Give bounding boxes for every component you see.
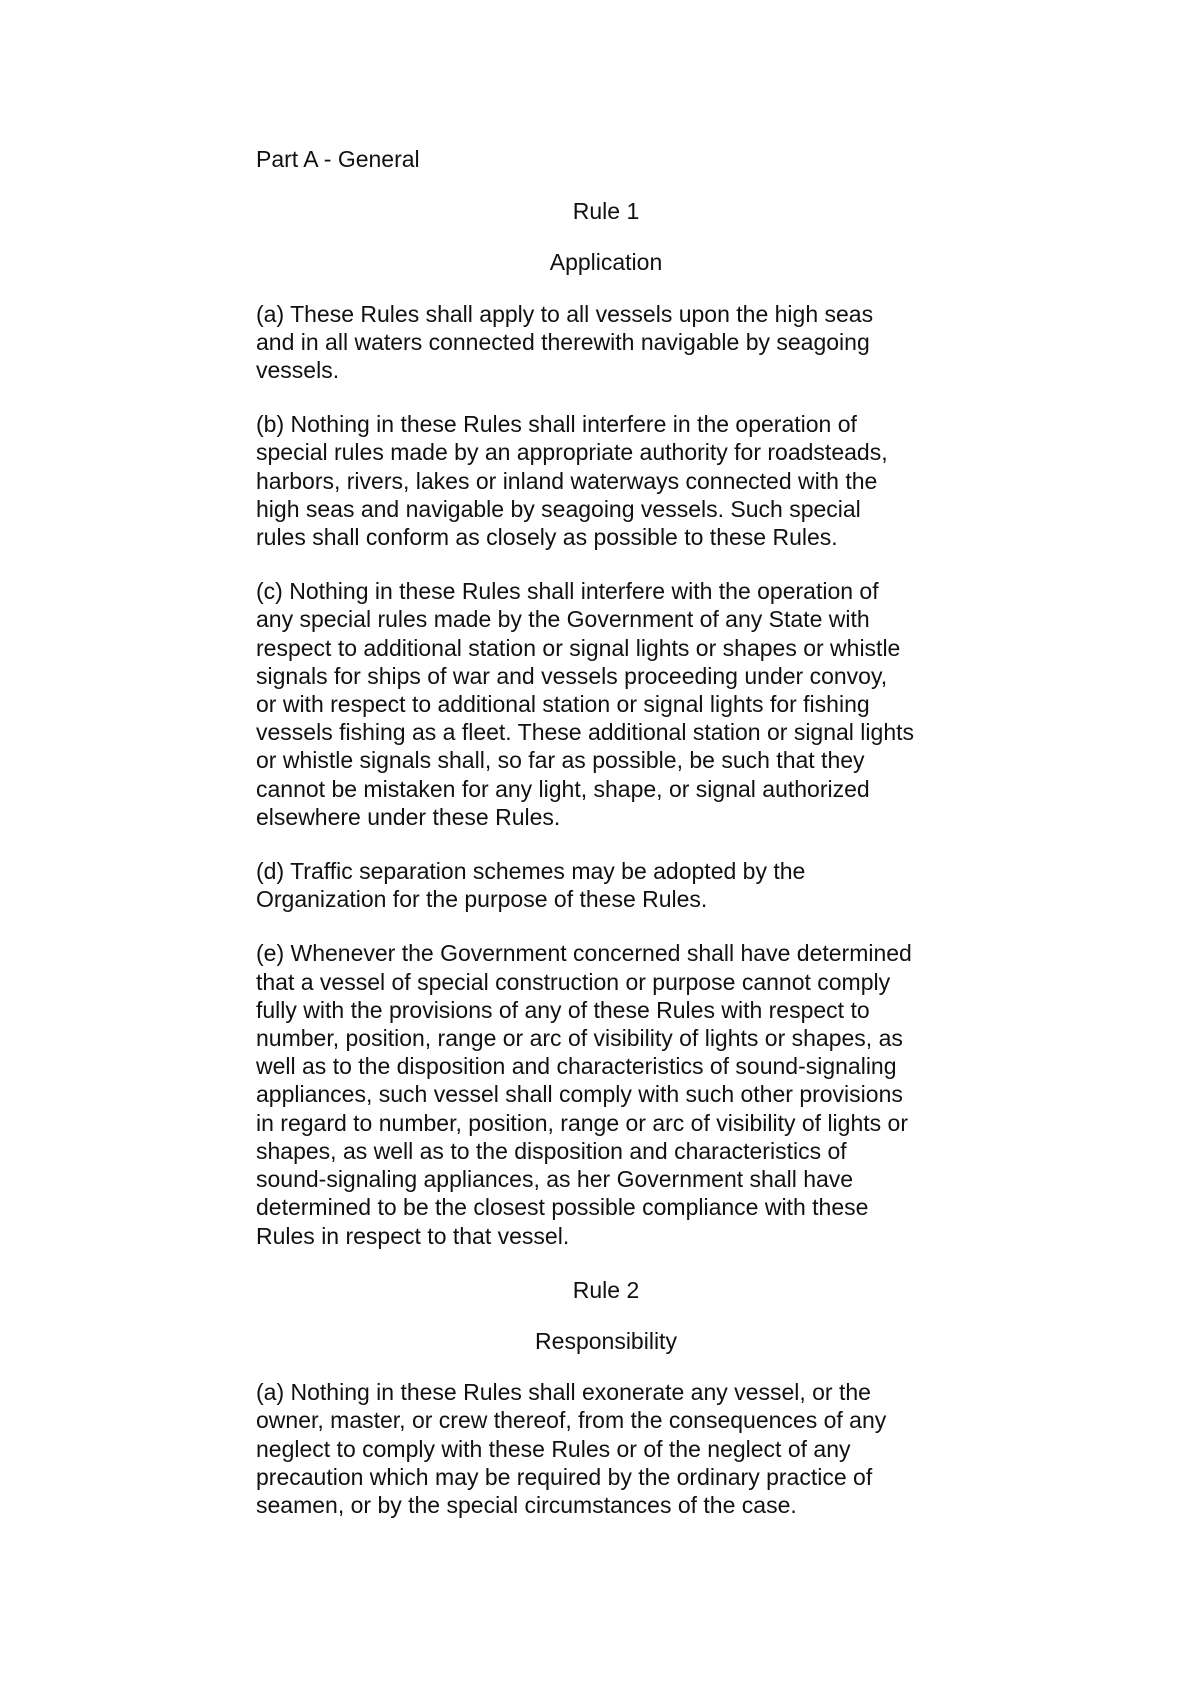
paragraph-line: vessels. [256, 357, 340, 384]
rule-section-2 [256, 1276, 956, 1519]
paragraph-line: owner, master, or crew thereof, from the consequences of any [256, 1407, 887, 1434]
paragraph-line: (e) Whenever the Government concerned shall have determined [256, 940, 912, 967]
paragraph-line: (c) Nothing in these Rules shall interfere with the operation of [256, 578, 879, 605]
paragraph-line: harbors, rivers, lakes or inland waterways connected with the [256, 467, 878, 494]
paragraph-line: (a) These Rules shall apply to all vessels upon the high seas [256, 300, 874, 327]
paragraph-line: appliances, such vessel shall comply with such other provisions [256, 1081, 903, 1108]
paragraph-line: or with respect to additional station or signal lights for fishing [256, 691, 870, 718]
paragraph-line: respect to additional station or signal lights or shapes or whistle [256, 634, 901, 661]
paragraph-line: any special rules made by the Government of any State with [256, 606, 870, 633]
paragraph-line: or whistle signals shall, so far as possible, be such that they [256, 747, 865, 774]
paragraph-line: in regard to number, position, range or arc of visibility of lights or [256, 1109, 908, 1136]
paragraph-line: cannot be mistaken for any light, shape, or signal authorized [256, 775, 870, 802]
paragraph-line: Organization for the purpose of these Rules. [256, 886, 708, 913]
paragraph-line: that a vessel of special construction or purpose cannot comply [256, 968, 891, 995]
paragraph-line: special rules made by an appropriate authority for roadsteads, [256, 439, 888, 466]
paragraph-line: shapes, as well as to the disposition and characteristics of [256, 1137, 847, 1164]
paragraph-1c [256, 577, 956, 831]
paragraph-line: precaution which may be required by the ordinary practice of [256, 1463, 873, 1490]
rule-title: Application [549, 249, 663, 276]
rule-section-1 [256, 197, 956, 1250]
paragraph-line: (d) Traffic separation schemes may be adopted by the [256, 858, 806, 885]
paragraph-line: well as to the disposition and characteristics of sound-signaling [256, 1053, 897, 1080]
paragraph-2a [256, 1378, 956, 1519]
paragraph-1b [256, 410, 956, 551]
document-page [256, 145, 956, 1519]
paragraph-1d [256, 857, 956, 913]
paragraph-line: elsewhere under these Rules. [256, 803, 561, 830]
paragraph-1a [256, 300, 956, 385]
paragraph-line: fully with the provisions of any of these Rules with respect to [256, 996, 870, 1023]
paragraph-line: number, position, range or arc of visibility of lights or shapes, as [256, 1025, 903, 1052]
paragraph-1e [256, 939, 956, 1249]
paragraph-line: (b) Nothing in these Rules shall interfere in the operation of [256, 411, 857, 438]
paragraph-line: vessels fishing as a fleet. These additional station or signal lights [256, 719, 915, 746]
rule-title: Responsibility [535, 1327, 677, 1354]
rule-number: Rule 1 [572, 198, 640, 225]
paragraph-line: Rules in respect to that vessel. [256, 1222, 570, 1249]
paragraph-line: (a) Nothing in these Rules shall exonerate any vessel, or the [256, 1379, 871, 1406]
paragraph-line: neglect to comply with these Rules or of the neglect of any [256, 1435, 851, 1462]
paragraph-line: high seas and navigable by seagoing vessels. Such special [256, 495, 861, 522]
paragraph-line: sound-signaling appliances, as her Government shall have [256, 1166, 854, 1193]
paragraph-line: rules shall conform as closely as possible to these Rules. [256, 524, 838, 551]
paragraph-line: determined to be the closest possible compliance with these [256, 1194, 869, 1221]
part-heading: Part A - General [256, 146, 420, 172]
paragraph-line: signals for ships of war and vessels proceeding under convoy, [256, 662, 888, 689]
paragraph-line: and in all waters connected therewith navigable by seagoing [256, 328, 870, 355]
paragraph-line: seamen, or by the special circumstances of the case. [256, 1491, 797, 1518]
rule-number: Rule 2 [572, 1276, 640, 1303]
